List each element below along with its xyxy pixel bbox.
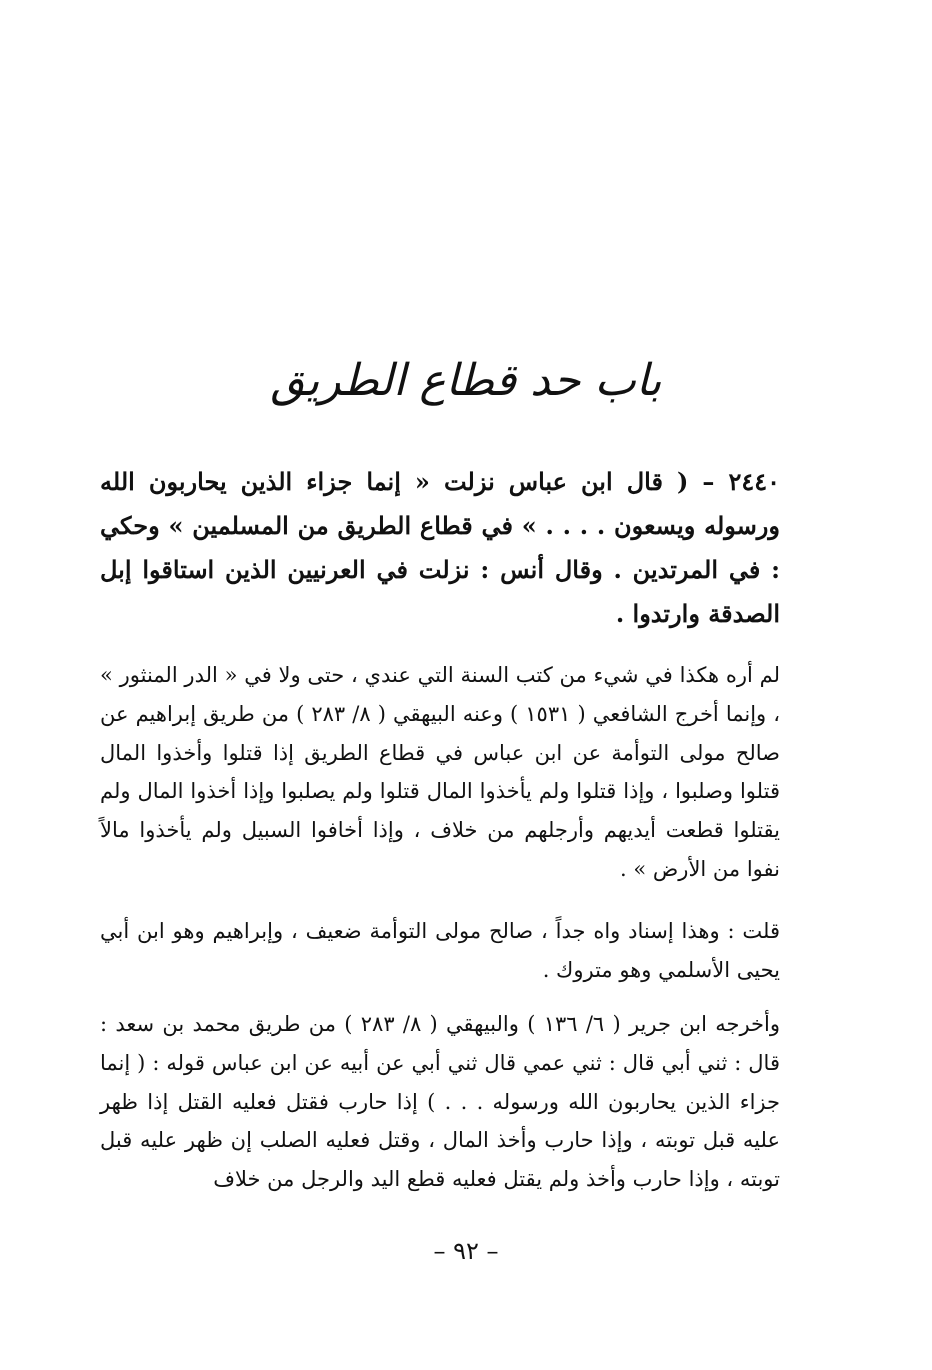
- commentary-paragraph-3: وأخرجه ابن جرير ( ٦/ ١٣٦ ) والبيهقي ( ٨/ ٢٨٣ ) من طريق محمد بن سعد : قال : ثني أبي قال : ثني عمي قال ثني أبي عن أبيه عن ابن عباس قوله : ( إنما جزاء الذين يحاربون الله ورسوله . . . ) إذا حارب فقتل فعليه القتل إذا ظهر عليه قبل توبته ، وإذا حارب وأخذ المال ، وقتل فعليه الصلب إن ظهر عليه قبل توبته ، وإذا حارب وأخذ ولم يقتل فعليه قطع اليد والرجل من خلاف: [100, 1012, 780, 1192]
- chapter-title: باب حد قطاع الطريق: [270, 355, 662, 406]
- hadith-number: ٢٤٤٠: [728, 467, 781, 496]
- commentary-paragraph-1: لم أره هكذا في شيء من كتب السنة التي عندي ، حتى ولا في « الدر المنثور » ، وإنما أخرج الشافعي ( ١٥٣١ ) وعنه البيهقي ( ٨/ ٢٨٣ ) من طريق إبراهيم عن صالح مولى التوأمة عن ابن عباس في قطاع الطريق إذا قتلوا وأخذوا المال قتلوا وصلبوا ، وإذا قتلوا ولم يأخذوا المال قتلوا ولم يصلبوا وإذا أخذوا المال ولم يقتلوا قطعت أيديهم وأرجلهم من خلاف ، وإذا أخافوا السبيل ولم يأخذوا مالاً نفوا من الأرض » .: [100, 663, 781, 881]
- commentary-paragraph-2: قلت : وهذا إسناد واه جداً ، صالح مولى التوأمة ضعيف ، وإبراهيم وهو ابن أبي يحيى الأسلمي وهو متروك .: [100, 919, 780, 982]
- page-number: – ٩٢ –: [433, 1237, 499, 1265]
- hadith-paragraph: [100, 460, 780, 636]
- hadith-text: – ( قال ابن عباس نزلت « إنما جزاء الذين يحاربون الله ورسوله ويسعون . . . . » في قطاع الطريق من المسلمين » وحكي : في المرتدين . وقال أنس : نزلت في العرنيين الذين استاقوا إبل الصدقة وارتدوا .: [100, 467, 780, 628]
